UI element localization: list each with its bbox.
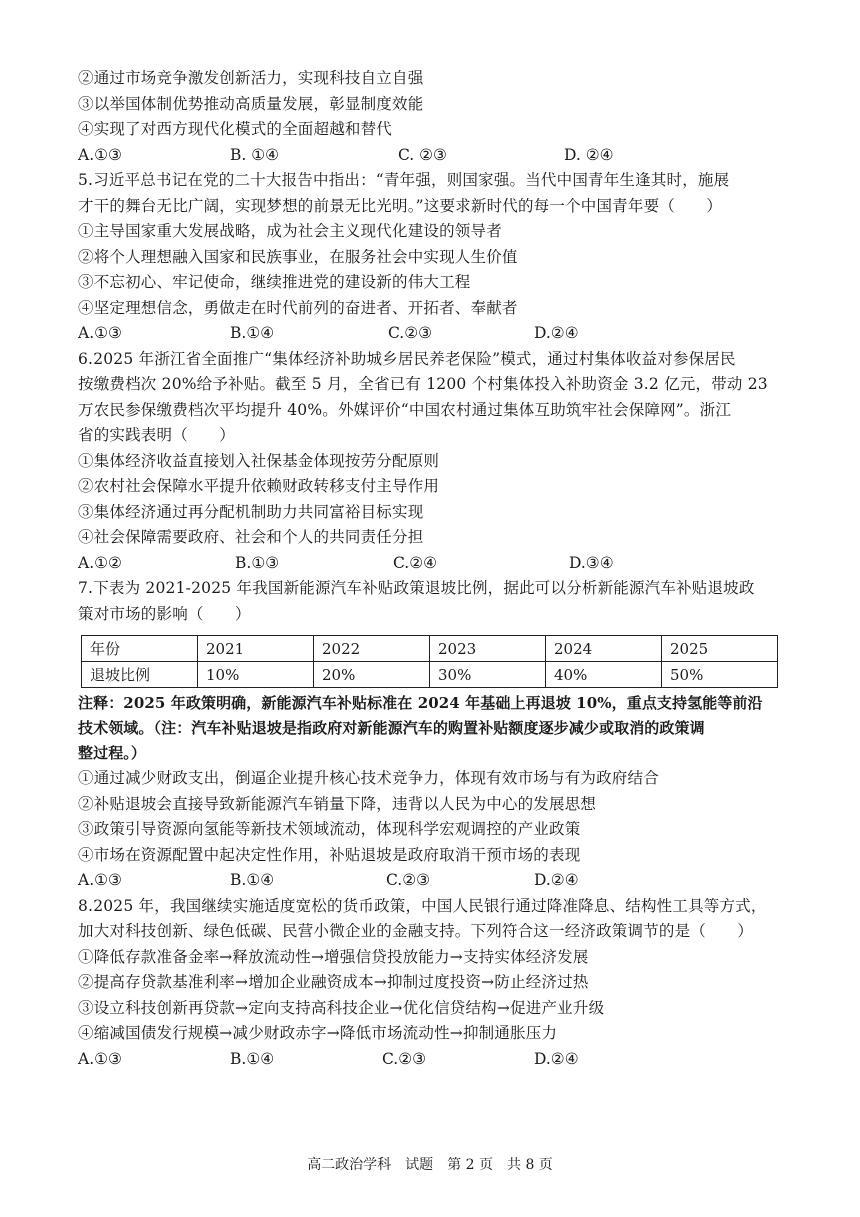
- q4-item-2: ②通过市场竞争激发创新活力，实现科技自立自强: [78, 69, 424, 87]
- q7-note-line-3: 整过程。）: [78, 744, 147, 762]
- q5-option-a: A.①③: [78, 324, 122, 342]
- q6-stem-line-2: 按缴费档次 20%给予补贴。截至 5 月，全省已有 1200 个村集体投入补助资金 3.2 亿元，带动 23: [78, 375, 768, 393]
- table-cell: 2023: [430, 636, 546, 662]
- q8-item-4: ④缩减国债发行规模→减少财政赤字→降低市场流动性→抑制通胀压力: [78, 1024, 558, 1042]
- table-row: [82, 662, 778, 688]
- q5-stem-line-1: 5.习近平总书记在党的二十大报告中指出：“青年强，则国家强。当代中国青年生逢其时，施展: [78, 171, 730, 189]
- q7-item-2: ②补贴退坡会直接导致新能源汽车销量下降，违背以人民为中心的发展思想: [78, 794, 597, 813]
- q5-option-d: D.②④: [534, 324, 579, 342]
- exam-page: [78, 66, 810, 1072]
- q6-options: [78, 551, 810, 577]
- table-cell: 年份: [82, 636, 198, 662]
- question-6: [78, 347, 810, 577]
- q7-option-c: C.②③: [386, 871, 431, 889]
- q6-option-b: B.①③: [235, 553, 280, 572]
- table-cell: 10%: [198, 662, 314, 688]
- table-row-header: [82, 636, 778, 662]
- q6-option-a: A.①②: [78, 553, 122, 572]
- q5-item-1: ①主导国家重大发展战略，成为社会主义现代化建设的领导者: [78, 222, 502, 240]
- q6-stem-line-1: 6.2025 年浙江省全面推广“集体经济补助城乡居民养老保险”模式，通过村集体收益对参保居民: [78, 349, 736, 368]
- q7-option-a: A.①③: [78, 871, 122, 889]
- q4-item-3: ③以举国体制优势推动高质量发展，彰显制度效能: [78, 94, 424, 113]
- q7-item-1: ①通过减少财政支出，倒逼企业提升核心技术竞争力，体现有效市场与有为政府结合: [78, 769, 659, 787]
- q8-stem-line-1: 8.2025 年，我国继续实施适度宽松的货币政策，中国人民银行通过降准降息、结构性工具等方式，: [78, 896, 767, 915]
- q4-option-a: A.①③: [78, 145, 122, 164]
- table-cell: 2024: [546, 636, 662, 662]
- q6-option-d: D.③④: [569, 553, 614, 572]
- q8-item-3: ③设立科技创新再贷款→定向支持高科技企业→优化信贷结构→促进产业升级: [78, 998, 605, 1017]
- q4-option-d: D. ②④: [564, 145, 614, 164]
- q5-stem-line-2: 才干的舞台无比广阔，实现梦想的前景无比光明。”这要求新时代的每一个中国青年要（ ）: [78, 196, 723, 215]
- q8-option-b: B.①④: [230, 1049, 275, 1068]
- q5-item-2: ②将个人理想融入国家和民族事业，在服务社会中实现人生价值: [78, 247, 518, 266]
- q4-options: [78, 143, 810, 169]
- q8-option-a: A.①③: [78, 1049, 122, 1068]
- q8-item-1: ①降低存款准备金率→释放流动性→增强信贷投放能力→支持实体经济发展: [78, 947, 589, 966]
- table-cell: 20%: [314, 662, 430, 688]
- question-5: [78, 168, 810, 347]
- question-7: [78, 576, 810, 894]
- q5-item-4: ④坚定理想信念，勇做走在时代前列的奋进者、开拓者、奉献者: [78, 298, 518, 317]
- q4-option-b: B. ①④: [230, 145, 280, 164]
- q6-item-4: ④社会保障需要政府、社会和个人的共同责任分担: [78, 528, 424, 546]
- q8-option-d: D.②④: [534, 1049, 579, 1068]
- table-cell: 30%: [430, 662, 546, 688]
- q6-stem-line-3: 万农民参保缴费档次平均提升 40%。外媒评价“中国农村通过集体互助筑牢社会保障网”。浙江: [78, 400, 732, 419]
- table-cell: 2025: [662, 636, 778, 662]
- page-footer: 高二政治学科 试题 第 2 页 共 8 页: [307, 1157, 553, 1173]
- q7-stem-line-1: 7.下表为 2021-2025 年我国新能源汽车补贴政策退坡比例，据此可以分析新能源汽车补贴退坡政: [78, 579, 755, 597]
- q7-stem-line-2: 策对市场的影响（ ）: [78, 604, 251, 623]
- table-cell: 50%: [662, 662, 778, 688]
- q6-stem-line-4: 省的实践表明（ ）: [78, 426, 236, 444]
- q4-item-4: ④实现了对西方现代化模式的全面超越和替代: [78, 120, 393, 138]
- q6-item-2: ②农村社会保障水平提升依赖财政转移支付主导作用: [78, 477, 440, 495]
- q8-stem-line-2: 加大对科技创新、绿色低碳、民营小微企业的金融支持。下列符合这一经济政策调节的是（ ）: [78, 922, 754, 940]
- q7-note-line-1: 注释：2025 年政策明确，新能源汽车补贴标准在 2024 年基础上再退坡 10%，重点支持氢能等前沿: [78, 694, 763, 712]
- q5-item-3: ③不忘初心、牢记使命，继续推进党的建设新的伟大工程: [78, 273, 471, 291]
- table-cell: 40%: [546, 662, 662, 688]
- q8-item-2: ②提高存贷款基准利率→增加企业融资成本→抑制过度投资→防止经济过热: [78, 973, 589, 991]
- q6-item-1: ①集体经济收益直接划入社保基金体现按劳分配原则: [78, 451, 440, 470]
- subsidy-ratio-table: [81, 635, 778, 688]
- table-cell: 退坡比例: [82, 662, 198, 688]
- q6-item-3: ③集体经济通过再分配机制助力共同富裕目标实现: [78, 502, 424, 521]
- q6-option-c: C.②④: [393, 553, 438, 572]
- q7-options: [78, 868, 810, 894]
- q5-options: [78, 321, 810, 347]
- q8-options: [78, 1047, 810, 1073]
- table-cell: 2021: [198, 636, 314, 662]
- q7-note-line-2: 技术领域。（注：汽车补贴退坡是指政府对新能源汽车的购置补贴额度逐步减少或取消的政策调: [78, 719, 705, 737]
- q4-option-c: C. ②③: [398, 145, 447, 164]
- question-8: [78, 894, 810, 1073]
- q5-option-c: C.②③: [388, 324, 433, 342]
- table-cell: 2022: [314, 636, 430, 662]
- question-4-tail: [78, 66, 810, 168]
- q7-item-4: ④市场在资源配置中起决定性作用，补贴退坡是政府取消干预市场的表现: [78, 845, 581, 864]
- q7-option-b: B.①④: [230, 871, 275, 889]
- q5-option-b: B.①④: [230, 324, 275, 342]
- q7-option-d: D.②④: [534, 871, 579, 889]
- q8-option-c: C.②③: [382, 1049, 427, 1068]
- q7-item-3: ③政策引导资源向氢能等新技术领域流动，体现科学宏观调控的产业政策: [78, 820, 581, 838]
